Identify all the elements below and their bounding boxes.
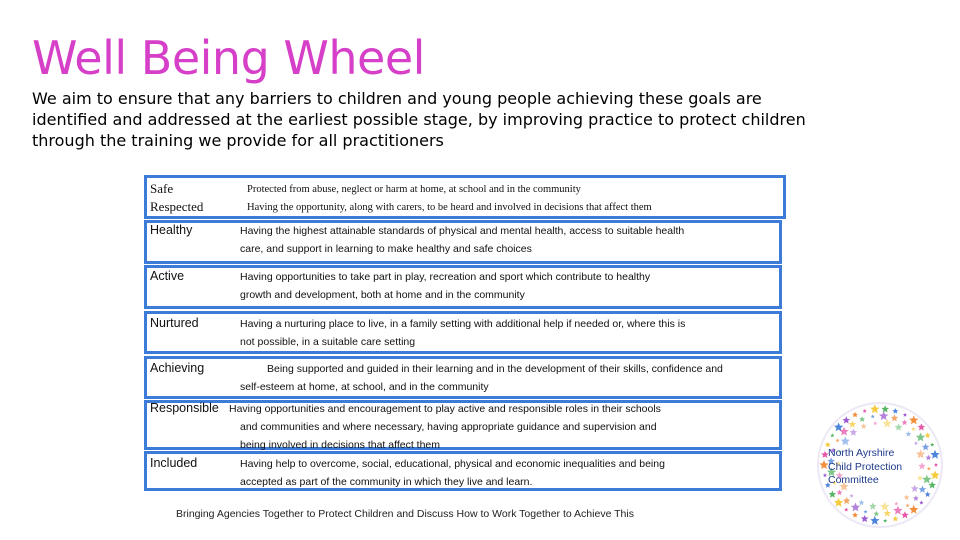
row-desc-line: care, and support in learning to make healthy and safe choices xyxy=(240,243,532,255)
row-label-included: Included xyxy=(150,456,198,470)
row-label-responsible: Responsible xyxy=(150,401,219,415)
row-desc-line: growth and development, both at home and in the community xyxy=(240,289,525,301)
intro-paragraph: We aim to ensure that any barriers to children and young people achieving these goals are identified and addressed at the earliest possible stage, by improving practice to protect children through the training we provide for all practitioners xyxy=(32,89,806,150)
logo-line: Child Protection xyxy=(828,460,903,473)
logo-text xyxy=(828,447,938,488)
row-desc-line: not possible, in a suitable care setting xyxy=(240,336,416,348)
row-desc-line: Protected from abuse, neglect or harm at home, at school and in the community xyxy=(247,184,581,195)
row-label-line: Respected xyxy=(150,199,204,214)
row-desc-line: Having the highest attainable standards of physical and mental health, access to suitable health xyxy=(240,225,685,237)
row-desc-line: accepted as part of the community in which they live and learn. xyxy=(240,476,533,488)
page-title: Well Being Wheel xyxy=(32,31,425,85)
row-desc-achieving xyxy=(240,360,723,396)
row-desc-nurtured xyxy=(240,315,685,351)
row-label-nurtured: Nurtured xyxy=(150,316,199,330)
row-desc-line: Having opportunities to take part in play, recreation and sport which contribute to healthy xyxy=(240,271,651,283)
row-desc-line: self-esteem at home, at school, and in the community xyxy=(240,381,489,393)
row-desc-line: Having the opportunity, along with carers, to be heard and involved in decisions that affect them xyxy=(247,202,652,213)
row-desc-included xyxy=(240,455,665,491)
footer-tagline: Bringing Agencies Together to Protect Children and Discuss How to Work Together to Achieve This xyxy=(176,508,634,520)
row-label-healthy: Healthy xyxy=(150,223,193,237)
row-desc-line: being involved in decisions that affect them xyxy=(240,439,441,451)
row-desc-line: Having opportunities and encouragement to play active and responsible roles in their schools xyxy=(229,403,661,415)
row-desc-line: Being supported and guided in their learning and in the development of their skills, confidence and xyxy=(267,363,723,375)
row-desc-healthy xyxy=(240,222,684,258)
row-label-line: Safe xyxy=(150,181,174,196)
row-desc-responsible xyxy=(229,400,661,454)
row-label-safe-respected xyxy=(150,180,203,216)
row-desc-line: and communities and where necessary, having appropriate guidance and supervision and xyxy=(240,421,657,433)
row-desc-safe-respected xyxy=(247,181,652,217)
row-desc-active xyxy=(240,268,650,304)
row-label-achieving: Achieving xyxy=(150,361,205,375)
logo-line: Committee xyxy=(828,474,879,486)
row-label-active: Active xyxy=(150,269,185,283)
row-desc-line: Having help to overcome, social, educational, physical and economic inequalities and being xyxy=(240,458,665,470)
logo-line: North Ayrshire xyxy=(828,447,895,459)
row-desc-line: Having a nurturing place to live, in a family setting with additional help if needed or, where this is xyxy=(240,318,686,330)
